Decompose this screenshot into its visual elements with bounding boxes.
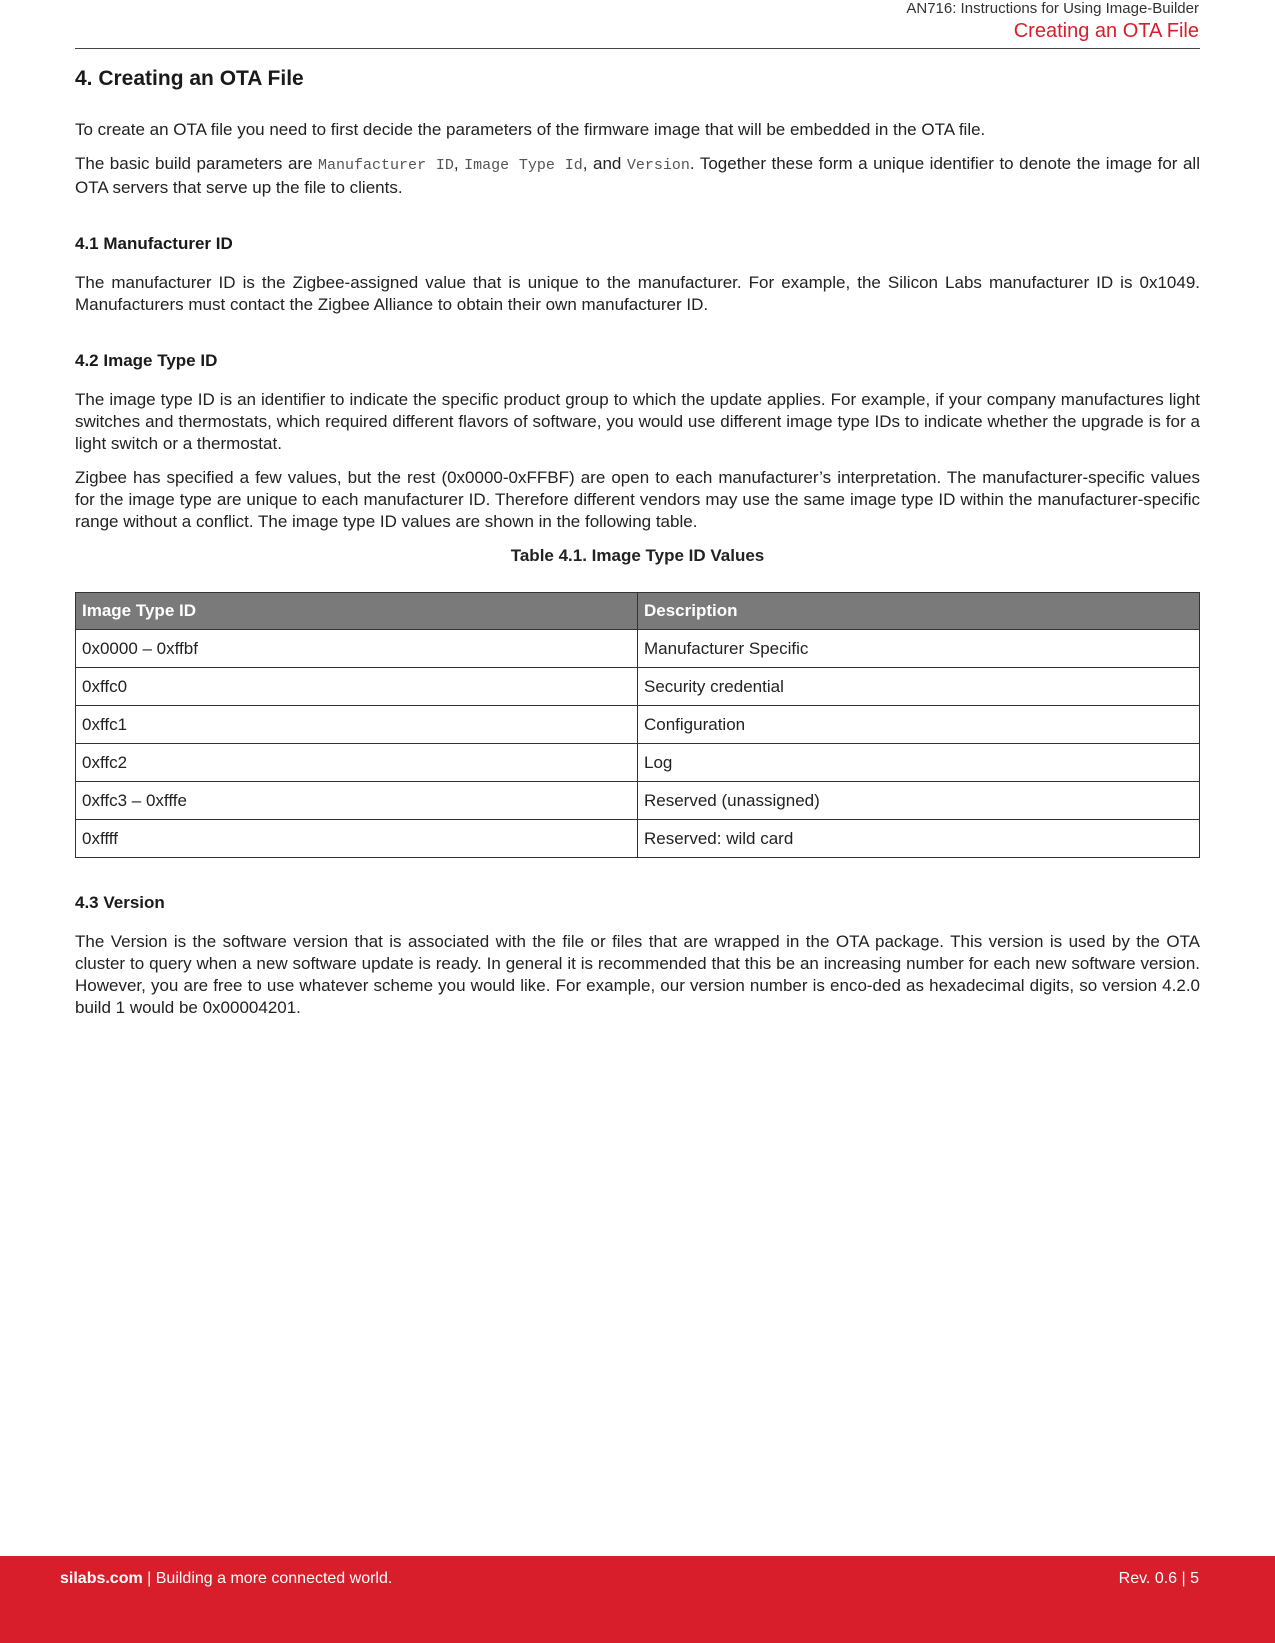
image-type-id-paragraph-2: Zigbee has specified a few values, but the rest (0x0000-0xFFBF) are open to each manufacturer’s interpretation. The manufacturer-specific values for the image type are unique to each manufacturer ID. Therefore different vendors may use the same image type ID within the manufacturer-specific range without a conflict. The image type ID values are shown in the following table. [75, 468, 1200, 531]
cell-image-type-id: 0xffff [76, 820, 638, 858]
params-separator-1: , [453, 154, 465, 173]
subsection-heading-manufacturer-id: 4.1 Manufacturer ID [75, 234, 233, 253]
table-row [76, 706, 1200, 744]
cell-image-type-id: 0x0000 – 0xffbf [76, 630, 638, 668]
running-section-title: Creating an OTA File [1013, 20, 1199, 42]
params-text-after: . Together these form a unique identifier to denote the image for all OTA servers that serve up the file to clients. [75, 154, 1200, 197]
page-content [75, 64, 1200, 1031]
param-manufacturer-id: Manufacturer ID [318, 157, 454, 174]
param-image-type-id: Image Type Id [464, 157, 583, 174]
cell-description: Log [638, 744, 1200, 782]
table-row [76, 630, 1200, 668]
cell-image-type-id: 0xffc1 [76, 706, 638, 744]
table-caption: Table 4.1. Image Type ID Values [510, 546, 765, 565]
parameters-paragraph [75, 153, 1200, 199]
document-title: AN716: Instructions for Using Image-Builder [906, 0, 1199, 17]
page-header [906, 0, 1199, 42]
footer-tagline: | Building a more connected world. [142, 1570, 393, 1587]
cell-description: Manufacturer Specific [638, 630, 1200, 668]
cell-description: Security credential [638, 668, 1200, 706]
manufacturer-id-paragraph: The manufacturer ID is the Zigbee-assigned value that is unique to the manufacturer. For example, the Silicon Labs manufacturer ID is 0x1049. Manufacturers must contact the Zigbee Alliance to obtain their own manufacturer ID. [75, 273, 1200, 314]
column-header-description: Description [638, 593, 1200, 630]
image-type-id-table [75, 592, 1200, 858]
subsection-heading-image-type-id: 4.2 Image Type ID [75, 351, 218, 370]
cell-image-type-id: 0xffc0 [76, 668, 638, 706]
header-divider [75, 48, 1200, 49]
column-header-image-type-id: Image Type ID [76, 593, 638, 630]
table-row [76, 668, 1200, 706]
params-separator-2: , and [582, 154, 627, 173]
image-type-id-paragraph-1: The image type ID is an identifier to indicate the specific product group to which the update applies. For example, if your company manufactures light switches and thermostats, which required different flavors of software, you would use different image type IDs to indicate whether the upgrade is for a light switch or a thermostat. [75, 390, 1200, 453]
cell-description: Reserved: wild card [638, 820, 1200, 858]
cell-image-type-id: 0xffc3 – 0xfffe [76, 782, 638, 820]
cell-image-type-id: 0xffc2 [76, 744, 638, 782]
cell-description: Reserved (unassigned) [638, 782, 1200, 820]
footer-revision-page: Rev. 0.6 | 5 [1118, 1570, 1199, 1587]
subsection-heading-version: 4.3 Version [75, 893, 165, 912]
param-version: Version [626, 157, 690, 174]
table-row [76, 782, 1200, 820]
page-footer [0, 1556, 1275, 1643]
cell-description: Configuration [638, 706, 1200, 744]
table-row [76, 820, 1200, 858]
version-paragraph: The Version is the software version that is associated with the file or files that are wrapped in the OTA package. This version is used by the OTA cluster to query when a new software update is ready. In general it is recommended that this be an increasing number for each new software version. However, you are free to use whatever scheme you would like. For example, our version number is enco-ded as hexadecimal digits, so version 4.2.0 build 1 would be 0x00004201. [75, 932, 1200, 1017]
table-row [76, 744, 1200, 782]
footer-left [60, 1570, 392, 1588]
intro-paragraph: To create an OTA file you need to first decide the parameters of the firmware image that will be embedded in the OTA file. [75, 120, 986, 139]
table-header-row [76, 593, 1200, 630]
footer-site-link[interactable]: silabs.com [60, 1570, 143, 1587]
section-heading: 4. Creating an OTA File [75, 67, 304, 90]
params-text-before: The basic build parameters are [75, 154, 319, 173]
